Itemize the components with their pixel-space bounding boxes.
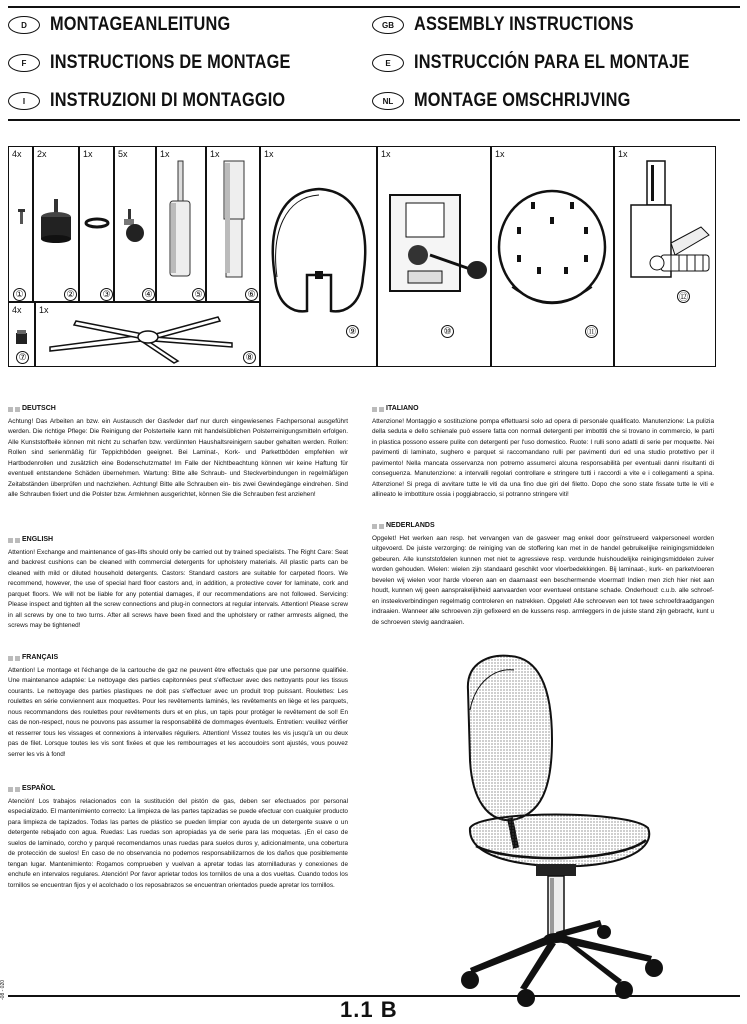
- part-number: ③: [100, 288, 113, 301]
- section-body-fr: Attention! Le montage et l'échange de la cartouche de gaz ne peuvent être effectués que par une personne qualifiée. Une maintenance adaptée: Le nettoyage des parties capitonnées peut s'effectuer avec des nettoyants pour les tissus courants. Le nettoyage des parties plastiques ne doit pas s'effectuer avec un produit trop puissant. Roulettes: Les roulettes en série conviennent aux moquettes. Pour les revêtements laminés, les revêtements en liège et les parquets, nous recommandons des roulettes pour revêtements durs et en plus, un tapis pour protéger le revêtement de sol! En cas de non-respect, nous ne pouvons pas assumer la responsabilité de dommages éventuels. Entretien: veuillez vérifier et resserrer tous les vissages et connexions à intervalles réguliers. Attention! Vissez toutes les vis jusqu'à un ou deux pas de filet. Lorsque toutes les vis sont fixées et que les rembourrages et les accoudoirs sont ajustés, vous pouvez serrer les vis à fond!: [8, 666, 348, 758]
- office-chair-illustration: [440, 650, 690, 1010]
- part-number: ④: [142, 288, 155, 301]
- part-qty: 5x: [118, 149, 128, 159]
- section-heading-text: DEUTSCH: [22, 405, 56, 412]
- section-body-de: Achtung! Das Arbeiten an bzw. ein Austausch der Gasfeder darf nur durch eingewiesenes Fachpersonal ausgeführt werden. Die richtige Pflege: Die Reinigung der Polsterteile kann mit handelsüblichen Polsterreinigungsmitteln erfolgen. Alle Kunststoffteile können mit nicht zu scharfen bzw. verdünnten Haushaltsreinigern sauber gehalten werden. Rollen: Rollen sind serienmäßig für Teppichböden geeignet. Bei Laminat-, Kork- und Parkettböden empfehlen wir Hartbodenrollen und zusätzlich eine Bodenschutzmatte! Im Falle der Nichtbeachtung können wir keine Haftung für eventuell entstandene Schäden übernehmen. Wartung: Bitte alle Schraub- und Steckverbindungen in regelmäßigen Zeitabständen überprüfen und nachziehen. Achtung! Bitte alle Schrauben ein- bis zwei Gewindegänge eindrehen. Sind alle Schrauben fixiert und die Polster bzw. Armlehnen ausgerichtet, können Sie die Schrauben fest anziehen!: [8, 417, 348, 498]
- section-body-nl: Opgelet! Het werken aan resp. het vervangen van de gasveer mag enkel door geïnstrueerd vakpersoneel worden uitgevoerd. De juiste verzorging: de reiniging van de stoffering kan met in de handel gebruikelijke reinigingsmiddelen gebeuren. Alle kunststofdelen kunnen met niet te agressieve resp. verdunde huishoudelijke reinigingsmiddelen zuiver worden gehouden. Wielen: wielen zijn standaard geschikt voor vloerbedekkingen. Bij laminaat-, kurk- en parketvloeren bevelen wij wielen voor harde vloeren aan en daarnaast een beschermende vloermat! Indien men zich hier niet aan houdt, kunnen wij geen aansprakelijkheid aanvaarden voor eventueel ontstane schade. Onderhoud: c.u.b. alle schroef- en insteekverbindingen regelmatig controleren en natrekken. Opgelet! Alle schroeven een tot twee schroefdraadgangen indraaien. Wanneer alle schroeven zijn gefixeerd en de kussens resp. armleggers in de juiste stand zijn gebracht, kunt u de schroeven stevig aandraaien.: [372, 534, 714, 626]
- part-qty: 1x: [210, 149, 220, 159]
- part-qty: 1x: [39, 305, 49, 315]
- mechanism-plate-icon: [378, 147, 492, 368]
- part-number: ⑥: [245, 288, 258, 301]
- part-qty: 1x: [381, 149, 391, 159]
- language-badge-f: F: [8, 54, 40, 72]
- section-deutsch: [8, 404, 348, 501]
- part-cell-8: [35, 302, 260, 367]
- language-badge-de: D: [8, 16, 40, 34]
- part-qty: 1x: [618, 149, 628, 159]
- section-italiano: [372, 404, 714, 501]
- language-badge-gb: GB: [372, 16, 404, 34]
- part-qty: 4x: [12, 149, 22, 159]
- part-qty: 2x: [37, 149, 47, 159]
- header-row-f: [8, 52, 330, 74]
- title-de: MONTAGEANLEITUNG: [50, 14, 231, 35]
- title-f: INSTRUCTIONS DE MONTAGE: [50, 52, 291, 73]
- language-badge-i: I: [8, 92, 40, 110]
- part-cell-1: [8, 146, 33, 302]
- language-badge-nl: NL: [372, 92, 404, 110]
- part-number: ⑨: [346, 325, 359, 338]
- section-heading-text: ITALIANO: [386, 405, 419, 412]
- backrest-bracket-icon: [615, 147, 717, 368]
- part-cell-5: [156, 146, 206, 302]
- part-number: ⑧: [243, 351, 256, 364]
- part-cell-9: [260, 146, 377, 367]
- part-number: ⑫: [678, 292, 688, 302]
- part-qty: 1x: [264, 149, 274, 159]
- language-badge-e: E: [372, 54, 404, 72]
- column-cover-icon: [207, 147, 261, 303]
- side-code: -08 - 020: [0, 979, 6, 1000]
- title-e: INSTRUCCIÓN PARA EL MONTAJE: [414, 52, 690, 73]
- section-heading-text: ENGLISH: [22, 536, 54, 543]
- section-english: [8, 535, 348, 632]
- title-gb: ASSEMBLY INSTRUCTIONS: [414, 14, 634, 35]
- section-espanol: [8, 784, 348, 891]
- section-nederlands: [372, 521, 714, 628]
- ring-icon: [80, 147, 115, 303]
- header-row-nl: [372, 90, 666, 112]
- title-nl: MONTAGE OMSCHRIJVING: [414, 90, 631, 111]
- section-heading-de: [8, 404, 348, 415]
- part-cell-2: [33, 146, 79, 302]
- section-heading-nl: [372, 521, 714, 532]
- section-body-it: Attenzione! Montaggio e sostituzione pompa effettuarsi solo ad opera di personale qualificato. Manutenzione: La pulizia della seduta e dello schienale può essere fatta con normali detergenti per imbottiti che si trovano in commercio, le parti in plastica possono essere pulite con detergenti per l'uso domestico. Ruote: I rulli sono adatti di serie per moquette. Nei pavimenti di laminato, sughero e parquet si raccomandano rulli per pavimenti duri ed una studio protettivo per il pavimento! Nella mancata osservanza non potremo assumerci alcuna responsabilità per eventuali danni risultanti di conseguenza. Manutenzione: a intervalli regolari controllare e stringere tutti i raccordi a vite e i collegamenti a spina. Attenzione! Si prega di avvitare tutte le viti da una fino due giri del filetto. Dopo che sono state fissate tutte le viti e allineato le imbottiture ossia i poggiabraccio, si potranno stringere viti!: [372, 417, 714, 498]
- header-row-gb: [372, 14, 669, 36]
- part-cell-4: [114, 146, 156, 302]
- part-qty: 1x: [83, 149, 93, 159]
- part-number: ⑪: [586, 327, 596, 337]
- part-qty: 1x: [495, 149, 505, 159]
- section-heading-it: [372, 404, 714, 415]
- backrest-icon: [261, 147, 378, 368]
- top-rule: [8, 6, 740, 8]
- part-number: ⑩: [441, 325, 454, 338]
- header-row-de: [8, 14, 260, 36]
- part-cell-3: [79, 146, 114, 302]
- section-heading-text: NEDERLANDS: [386, 522, 435, 529]
- part-cell-11: [491, 146, 614, 367]
- part-number: ⑤: [192, 288, 205, 301]
- header-row-e: [372, 52, 734, 74]
- section-heading-es: [8, 784, 348, 795]
- screw-icon: [9, 147, 34, 303]
- section-heading-text: FRANÇAIS: [22, 654, 59, 661]
- section-body-en: Attention! Exchange and maintenance of gas-lifts should only be carried out by trained specialists. The Right Care: Seat and backrest cushions can be cleaned with commercial detergents for upholstery materials. All plastic parts can be cleaned with mild or diluted household detergents. Castors: Standard castors are suitable for carpeted floors. We recommend, however, the use of special hard floor castors and, in addition, a protective cover for laminate, cork and parquet floors. We will not be liable for any potential damages, if our recommendations are not followed. Servicing: Please inspect and tighten all the screw connections and plug-in connectors at regular intervals. Attention! Please screw in all screws by one to two turns. After all screws have been fixed and the upholstery or rather armrests aligned, the screws may be tightened!: [8, 548, 348, 629]
- section-heading-text: ESPAÑOL: [22, 785, 56, 792]
- part-cell-7: [8, 302, 35, 367]
- part-qty: 4x: [12, 305, 22, 315]
- page-number: 1.1 B: [340, 997, 398, 1022]
- section-heading-fr: [8, 653, 348, 664]
- mechanism-knob-icon: [34, 147, 80, 303]
- header-rule: [8, 119, 740, 121]
- part-cell-6: [206, 146, 260, 302]
- part-number: ①: [13, 288, 26, 301]
- caster-icon: [115, 147, 157, 303]
- header-row-i: [8, 90, 324, 112]
- part-number: ⑦: [16, 351, 29, 364]
- part-cell-12: [614, 146, 716, 367]
- title-i: INSTRUZIONI DI MONTAGGIO: [50, 90, 286, 111]
- section-body-es: Atención! Los trabajos relacionados con la sustitución del pistón de gas, deben ser efectuados por personal especializado. El mantenimiento correcto: La limpieza de las partes tapizadas se puede efectuar con cualquier producto para limpieza de tapizados. Todas las partes de plástico se pueden limpiar con ayuda de un detergente suave o un detergente rebajado con agua. Ruedas: Las ruedas son apropiadas ya de serie para las moquetas. ¡En el caso de suelos de laminado, corcho y parqué recomendamos unas ruedas para suelos duros y, adicionalmente, una cobertura de protección de suelos! En caso de no observancia no podemos responsabilizarnos de los daños que posiblemente tengan lugar. Mantenimiento: Rogamos comprueben y vuelvan a apretar todas las atornilladuras y conexiones de enchufe en intervalos regulares. Atención! Por favor aprietar todos los tornillos de una a dos vueltas. Cuando todos los tornillos se encuentran fijos y el acolchado o los reposabrazos se encuentran orientados puede apretar los tornillos.: [8, 797, 348, 889]
- base-star-icon: [36, 303, 261, 368]
- section-francais: [8, 653, 348, 760]
- gas-lift-icon: [157, 147, 207, 303]
- section-heading-en: [8, 535, 348, 546]
- part-cell-10: [377, 146, 491, 367]
- part-qty: 1x: [160, 149, 170, 159]
- part-number: ②: [64, 288, 77, 301]
